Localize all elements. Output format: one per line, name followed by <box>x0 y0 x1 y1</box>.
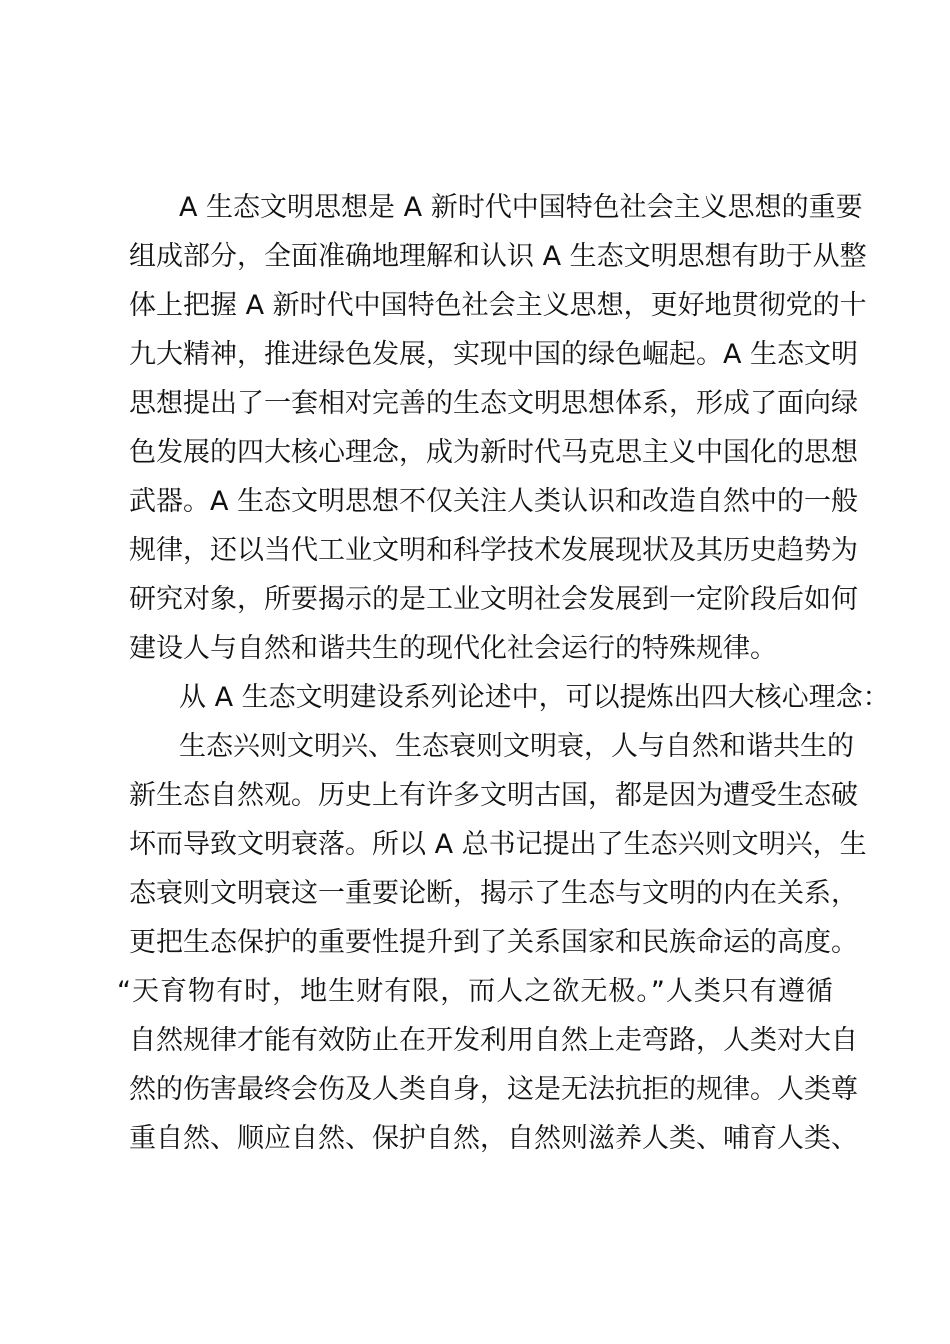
paragraph-1-line-3: 体上把握 A 新时代中国特色社会主义思想，更好地贯彻党的十 <box>129 290 867 321</box>
paragraph-3-line-8: 然的伤害最终会伤及人类自身，这是无法抗拒的规律。人类尊 <box>129 1074 858 1105</box>
paragraph-1-line-8: 规律，还以当代工业文明和科学技术发展现状及其历史趋势为 <box>129 535 858 566</box>
paragraph-1-line-7: 武器。A 生态文明思想不仅关注人类认识和改造自然中的一般 <box>129 486 859 517</box>
paragraph-3-line-6: “天育物有时，地生财有限，而人之欲无极。”人类只有遵循 <box>117 976 833 1007</box>
paragraph-1-line-10: 建设人与自然和谐共生的现代化社会运行的特殊规律。 <box>129 633 777 664</box>
paragraph-1-line-6: 色发展的四大核心理念，成为新时代马克思主义中国化的思想 <box>129 437 858 468</box>
paragraph-3-line-9: 重自然、顺应自然、保护自然，自然则滋养人类、哺育人类、 <box>129 1123 858 1154</box>
paragraph-3-line-5: 更把生态保护的重要性提升到了关系国家和民族命运的高度。 <box>129 927 858 958</box>
paragraph-1-line-4: 九大精神，推进绿色发展，实现中国的绿色崛起。A 生态文明 <box>129 339 859 370</box>
paragraph-1-line-5: 思想提出了一套相对完善的生态文明思想体系，形成了面向绿 <box>129 388 858 419</box>
paragraph-3-line-2: 新生态自然观。历史上有许多文明古国，都是因为遭受生态破 <box>129 780 858 811</box>
paragraph-1-line-9: 研究对象，所要揭示的是工业文明社会发展到一定阶段后如何 <box>129 584 858 615</box>
body-text <box>117 183 890 1163</box>
paragraph-1-line-2: 组成部分，全面准确地理解和认识 A 生态文明思想有助于从整 <box>129 241 867 272</box>
paragraph-1-line-1: A 生态文明思想是 A 新时代中国特色社会主义思想的重要 <box>179 192 863 223</box>
paragraph-3-line-1: 生态兴则文明兴、生态衰则文明衰，人与自然和谐共生的 <box>179 731 854 762</box>
paragraph-3-line-7: 自然规律才能有效防止在开发利用自然上走弯路，人类对大自 <box>129 1025 858 1056</box>
paragraph-2-line-1: 从 A 生态文明建设系列论述中，可以提炼出四大核心理念： <box>179 682 890 713</box>
paragraph-3-line-4: 态衰则文明衰这一重要论断，揭示了生态与文明的内在关系， <box>129 878 858 909</box>
paragraph-3-line-3: 坏而导致文明衰落。所以 A 总书记提出了生态兴则文明兴，生 <box>129 829 867 860</box>
